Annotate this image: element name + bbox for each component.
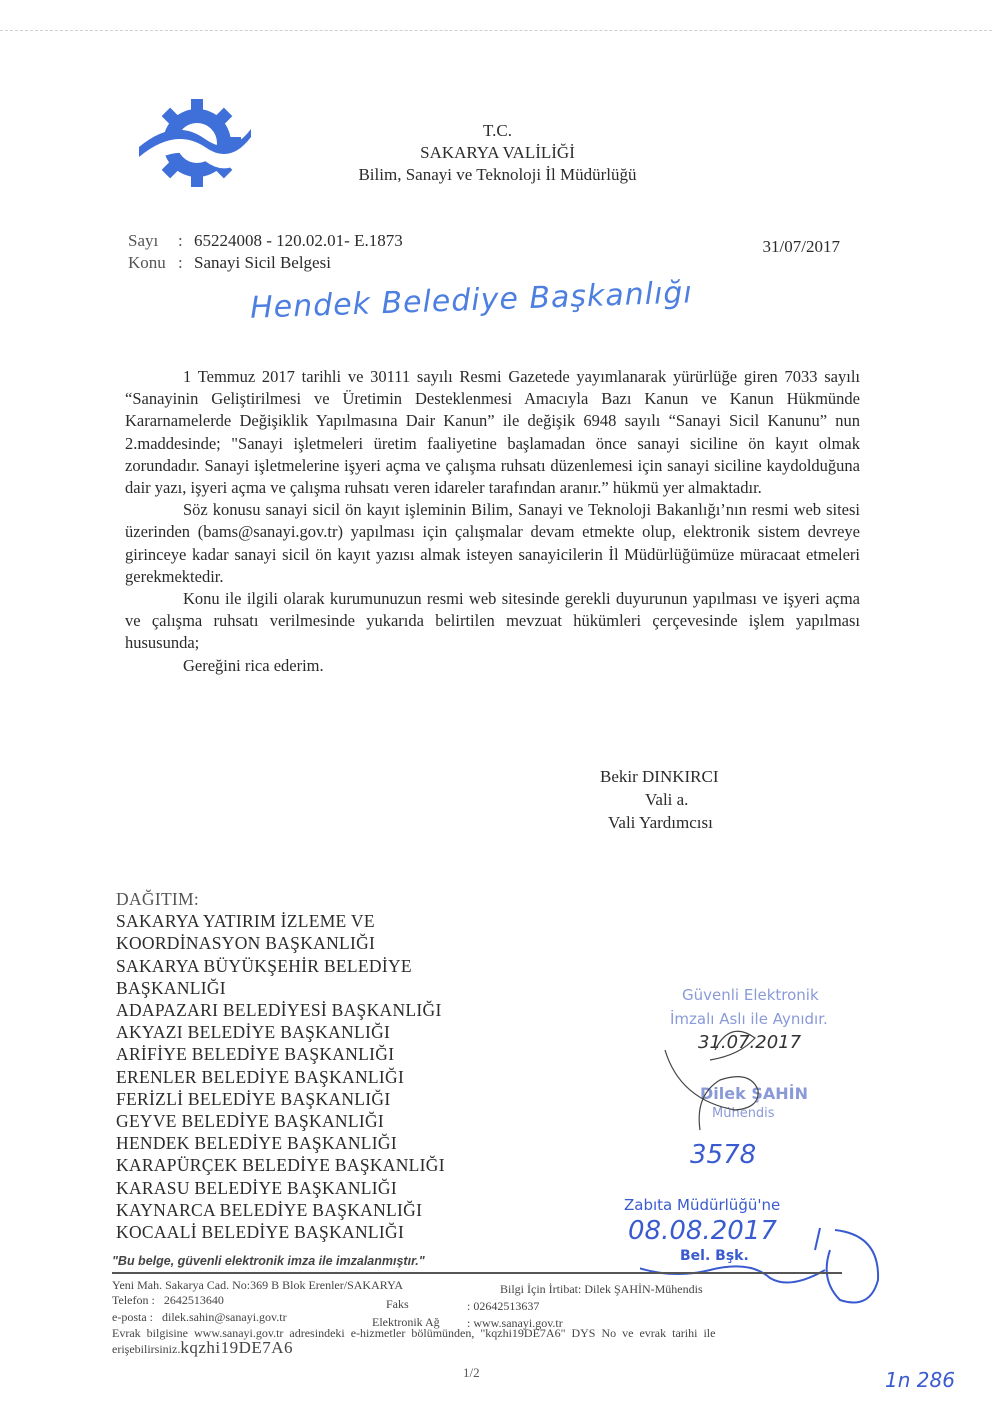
signature-strokes <box>640 980 900 1310</box>
fax-value: : 02642513637 <box>467 1299 540 1313</box>
konu-label: Konu <box>128 253 166 272</box>
distribution-heading: DAĞITIM: <box>116 889 200 909</box>
body-paragraph-1: 1 Temmuz 2017 tarihli ve 30111 sayılı Resmi Gazetede yayımlanarak yürürlüğe giren 7033 sayılı “Sanayinin Geliştirilmesi ve Üretimin Desteklenmesi Amacıyla Bazı Kanun ve Kanun Hükmünde Kararnamelerde Değişiklik Yapılmasına Dair Kanun” ile değişik 6948 sayılı “Sanayi Sicil Kanunu” nun 2.maddesinde; "Sanayi işletmeleri üretim faaliyetine başlamadan önce sanayi siciline ön kayıt olmak zorundadır. Sanayi işletmelerine işyeri açma ve çalışma ruhsatı düzenlemesi için sanayi siciline kaydolduğuna dair yazı, işyeri açma ve çalışma ruhsatı veren idareler tarafından aranır.” hükmü yer almaktadır. <box>125 367 860 498</box>
sayi-row <box>128 230 403 252</box>
sayi-label: Sayı <box>128 231 159 250</box>
footer-address: Yeni Mah. Sakarya Cad. No:369 B Blok Erenler/SAKARYA <box>112 1278 404 1292</box>
letter-date: 31/07/2017 <box>762 237 840 256</box>
konu-value: Sanayi Sicil Belgesi <box>194 253 331 272</box>
footer-rule <box>112 1272 842 1274</box>
distribution-item: KOORDİNASYON BAŞKANLIĞI <box>116 933 376 954</box>
corner-handwritten-note: 1n 286 <box>885 1368 955 1392</box>
footer-email-row <box>112 1310 287 1324</box>
stamp-receiver: Zabıta Müdürlüğü'ne <box>624 1196 781 1214</box>
body-paragraph-4: Gereğini rica ederim. <box>183 655 324 675</box>
certification-stamp <box>624 980 900 1310</box>
signer-title-2: Vali Yardımcısı <box>608 813 713 832</box>
body-paragraph-2: Söz konusu sanayi sicil ön kayıt işleminin Bilim, Sanayi ve Teknoloji Bakanlığı’nın resmi web sitesi üzerinden (bams@sanayi.gov.tr) yapılması için çalışmalar devam etmekte olup, elektronik sistem devreye girinceye kadar sanayi sicil ön kayıt yazısı almak isteyen sanayicilerin İl Müdürlüğümüze müracaat etmeleri gerekmektedir. <box>125 500 860 586</box>
body-paragraph-3: Konu ile ilgili olarak kurumunuzun resmi web sitesinde gerekli duyurunun yapılması ve işyeri açma ve çalışma ruhsatı verilmesinde yukarıda belirtilen mevzuat hükümleri çerçevesinde işlem yapılması hususunda; <box>125 589 860 653</box>
footer-access-row <box>112 1338 294 1357</box>
distribution-item: SAKARYA BÜYÜKŞEHİR BELEDİYE <box>116 955 412 976</box>
handwritten-addressee: Hendek Belediye Başkanlığı <box>249 275 694 326</box>
stamp-number: 3578 <box>690 1140 757 1170</box>
distribution-item: ARİFİYE BELEDİYE BAŞKANLIĞI <box>116 1044 395 1065</box>
footer-phone-row <box>112 1293 224 1307</box>
page-number: 1/2 <box>463 1365 480 1380</box>
fax-label: Faks <box>386 1297 409 1311</box>
distribution-item: KAYNARCA BELEDİYE BAŞKANLIĞI <box>116 1199 423 1220</box>
stamp-line-1: Güvenli Elektronik <box>682 986 819 1004</box>
stamp-line-2: İmzalı Aslı ile Aynıdır. <box>670 1010 828 1028</box>
signer-title-1: Vali a. <box>645 790 689 809</box>
distribution-item: GEYVE BELEDİYE BAŞKANLIĞI <box>116 1111 385 1132</box>
ministry-logo <box>135 95 255 195</box>
sayi-colon: : <box>178 231 183 250</box>
email-label: e-posta : <box>112 1310 153 1324</box>
web-label: Elektronik Ağ <box>372 1315 440 1329</box>
stamp-name: Dilek ŞAHİN <box>700 1084 808 1103</box>
web-value[interactable]: : www.sanayi.gov.tr <box>467 1316 563 1330</box>
header-directorate: Bilim, Sanayi ve Teknoloji İl Müdürlüğü <box>358 165 637 184</box>
footer-contact: Bilgi İçin İrtibat: Dilek ŞAHİN-Mühendis <box>500 1282 703 1296</box>
stamp-receive-signature: Bel. Bşk. <box>680 1248 749 1264</box>
esignature-note: "Bu belge, güvenli elektronik imza ile imzalanmıştır." <box>112 1254 425 1268</box>
header-tc: T.C. <box>483 121 512 140</box>
distribution-item: KOCAALİ BELEDİYE BAŞKANLIĞI <box>116 1222 405 1243</box>
konu-colon: : <box>178 253 183 272</box>
sayi-value: 65224008 - 120.02.01- E.1873 <box>194 231 403 250</box>
distribution-item: ERENLER BELEDİYE BAŞKANLIĞI <box>116 1066 405 1087</box>
letter-header <box>330 120 665 186</box>
email-value[interactable]: dilek.sahin@sanayi.gov.tr <box>162 1310 287 1324</box>
konu-row <box>128 252 331 274</box>
phone-label: Telefon : <box>112 1293 155 1307</box>
signer-name: Bekir DINKIRCI <box>600 767 719 786</box>
stamp-role: Mühendis <box>712 1106 775 1121</box>
distribution-item: ADAPAZARI BELEDİYESİ BAŞKANLIĞI <box>116 1000 442 1021</box>
signature-block <box>600 765 750 834</box>
header-governorship: SAKARYA VALİLİĞİ <box>420 143 575 162</box>
distribution-item: KARAPÜRÇEK BELEDİYE BAŞKANLIĞI <box>116 1155 445 1176</box>
distribution-item: HENDEK BELEDİYE BAŞKANLIĞI <box>116 1133 397 1154</box>
distribution-item: SAKARYA YATIRIM İZLEME VE <box>116 911 375 932</box>
access-prefix: erişebilirsiniz. <box>112 1342 181 1356</box>
phone-value: 2642513640 <box>163 1293 224 1307</box>
distribution-item: KARASU BELEDİYE BAŞKANLIĞI <box>116 1177 397 1198</box>
scan-top-line <box>0 30 992 32</box>
distribution-item: FERİZLİ BELEDİYE BAŞKANLIĞI <box>116 1088 391 1109</box>
distribution-item: AKYAZI BELEDİYE BAŞKANLIĞI <box>116 1022 391 1043</box>
distribution-list <box>116 888 445 1243</box>
footer-evrak-info: Evrak bilgisine www.sanayi.gov.tr adresindeki e-hizmetler bölümünden, "kqzhi19DE7A6" DYS No ve evrak tarihi ile <box>112 1326 716 1340</box>
distribution-item: BAŞKANLIĞI <box>116 977 226 998</box>
access-code: kqzhi19DE7A6 <box>180 1338 294 1357</box>
stamp-receive-date: 08.08.2017 <box>628 1216 777 1246</box>
letter-body <box>125 366 860 677</box>
stamp-date: 31.07.2017 <box>698 1032 802 1053</box>
